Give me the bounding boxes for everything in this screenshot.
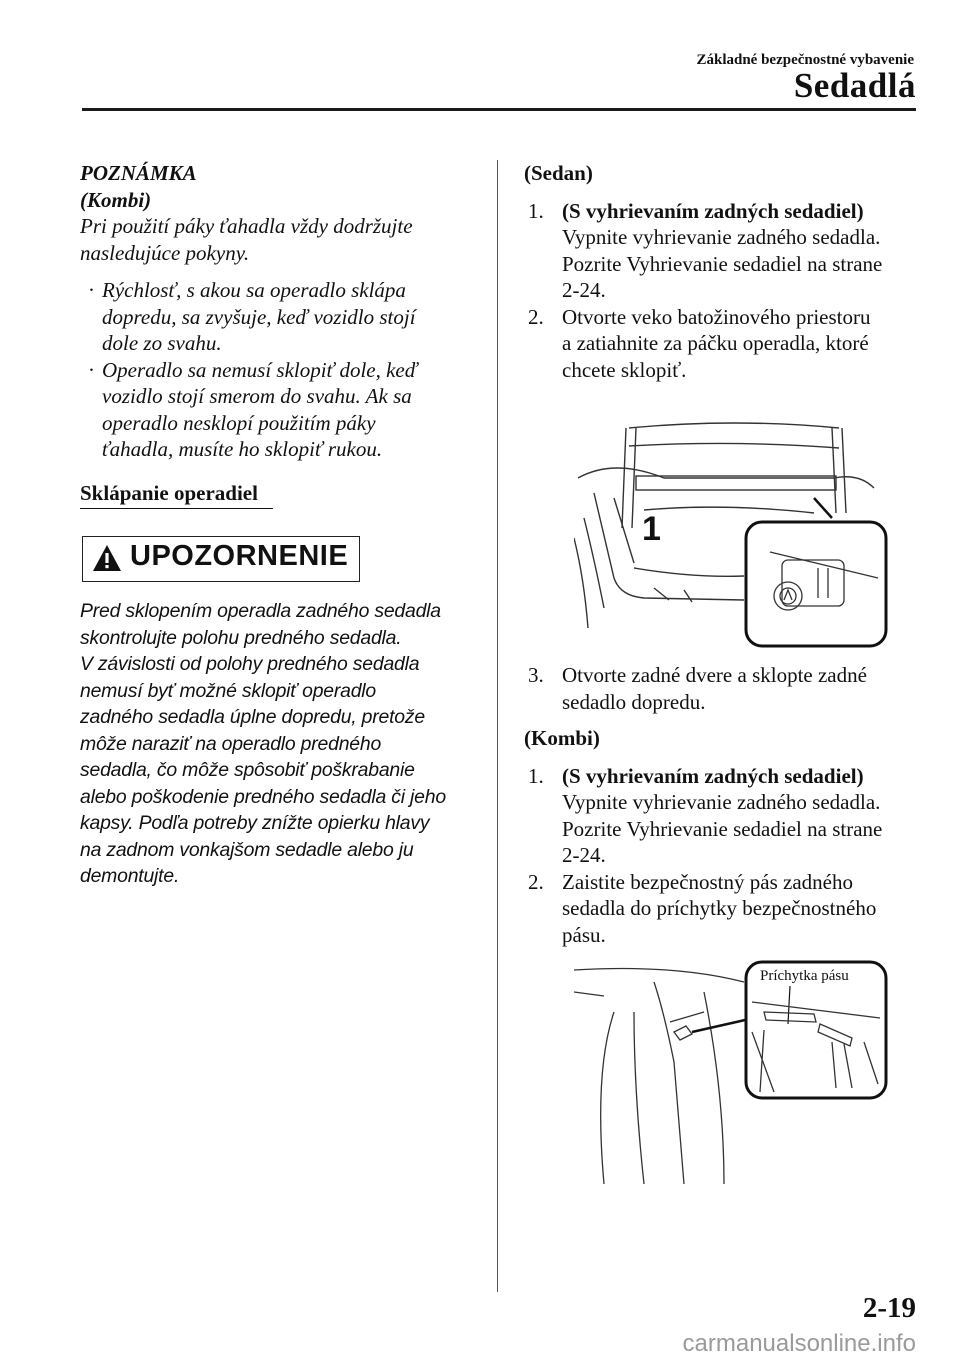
warning-line: demontujte. (80, 865, 180, 887)
kombi-belt-clip-illustration (574, 952, 890, 1184)
sedan-step-3 (524, 662, 919, 715)
note-bullet (80, 357, 480, 463)
watermark-link[interactable]: carmanualsonline.info (682, 1330, 916, 1357)
sedan-step-3-block (524, 662, 919, 715)
section-heading: Sklápanie operadiel (80, 481, 258, 505)
warning-line: alebo poškodenie predného sedadla či jeho (80, 785, 446, 808)
warning-line: V závislosti od polohy predného sedadla (80, 653, 420, 675)
step-line: Pozrite Vyhrievanie sedadiel na strane (562, 251, 883, 276)
step-number: 1. (528, 198, 544, 223)
sedan-step-2 (524, 304, 919, 384)
step-number: 2. (528, 304, 544, 329)
note-bullet-list (80, 277, 480, 463)
step-line: Otvorte veko batožinového priestoru (562, 304, 871, 329)
section-heading-underline (80, 508, 273, 509)
step-line: Otvorte zadné dvere a sklopte zadné (562, 663, 867, 687)
sedan-step-1 (524, 198, 919, 304)
kombi-step-1 (524, 763, 919, 869)
figure-callout: 1 (642, 510, 661, 548)
column-divider (497, 160, 498, 1292)
warning-line: sedadla, čo môže spôsobiť poškrabanie (80, 759, 415, 781)
step-line: sedadlo dopredu. (562, 689, 706, 714)
page-title: Sedadlá (793, 66, 916, 105)
warning-line: skontrolujte polohu predného sedadla. (80, 626, 402, 649)
warning-line: zadného sedadla úplne dopredu, pretože (80, 706, 425, 728)
step-line: sedadla do príchytky bezpečnostného (562, 896, 877, 920)
note-bullet-line: dole zo svahu. (102, 331, 222, 355)
kombi-step-2 (524, 869, 919, 949)
note-bullet-line: ťahadla, musíte ho sklopiť rukou. (102, 437, 383, 461)
warning-line: na zadnom vonkajšom sedadle alebo ju (80, 838, 414, 861)
step-number: 1. (528, 763, 544, 788)
note-intro-line: Pri použití páky ťahadla vždy dodržujte (80, 214, 413, 238)
header-section: Základné bezpečnostné vybavenie (696, 52, 914, 68)
belt-clip-label: Príchytka pásu (760, 968, 849, 984)
step-line: Zaistite bezpečnostný pás zadného (562, 869, 853, 894)
step-line: 2-24. (562, 843, 606, 867)
step-line: pásu. (562, 922, 606, 947)
step-line: chcete sklopiť. (562, 357, 687, 382)
note-subtitle: (Kombi) (80, 187, 152, 212)
note-title: POZNÁMKA (80, 161, 197, 185)
step-line: Vypnite vyhrievanie zadného sedadla. (562, 225, 881, 249)
warning-text (80, 598, 480, 890)
step-number: 3. (528, 663, 544, 687)
warning-line: nemusí byť možné sklopiť operadlo (80, 679, 376, 702)
note-bullet-line: Rýchlosť, s akou sa operadlo sklápa (102, 278, 406, 302)
warning-triangle-icon (92, 544, 122, 572)
kombi-section (524, 725, 919, 948)
step-bold-title: (S vyhrievaním zadných sedadiel) (562, 198, 864, 223)
sedan-heading: (Sedan) (524, 161, 593, 185)
step-bold-title: (S vyhrievaním zadných sedadiel) (562, 763, 864, 788)
note-bullet-line: dopredu, sa zvyšuje, keď vozidlo stojí (102, 304, 416, 329)
header-rule (82, 108, 916, 111)
warning-line: kapsy. Podľa potreby znížte opierku hlavy (80, 812, 430, 834)
step-line: 2-24. (562, 278, 606, 302)
warning-line: môže naraziť na operadlo predného (80, 732, 382, 755)
note-bullet-line: vozidlo stojí smerom do svahu. Ak sa (102, 384, 412, 408)
sedan-section (524, 160, 919, 383)
warning-line: Pred sklopením operadla zadného sedadla (80, 600, 441, 622)
bullet-icon: · (88, 357, 95, 382)
step-line: Pozrite Vyhrievanie sedadiel na strane (562, 816, 883, 841)
note-intro-line: nasledujúce pokyny. (80, 240, 250, 265)
step-number: 2. (528, 869, 544, 894)
sedan-trunk-illustration (574, 418, 890, 650)
note-bullet-line: Operadlo sa nemusí sklopiť dole, keď (102, 357, 418, 382)
warning-label: UPOZORNENIE (130, 540, 349, 572)
note-bullet (80, 277, 480, 357)
bullet-icon: · (88, 278, 95, 302)
note-block (80, 160, 480, 463)
step-line: Vypnite vyhrievanie zadného sedadla. (562, 790, 881, 814)
page-number: 2-19 (862, 1292, 916, 1324)
kombi-heading: (Kombi) (524, 726, 600, 750)
note-bullet-line: operadlo nesklopí použitím páky (102, 410, 376, 435)
step-line: a zatiahnite za páčku operadla, ktoré (562, 331, 869, 355)
